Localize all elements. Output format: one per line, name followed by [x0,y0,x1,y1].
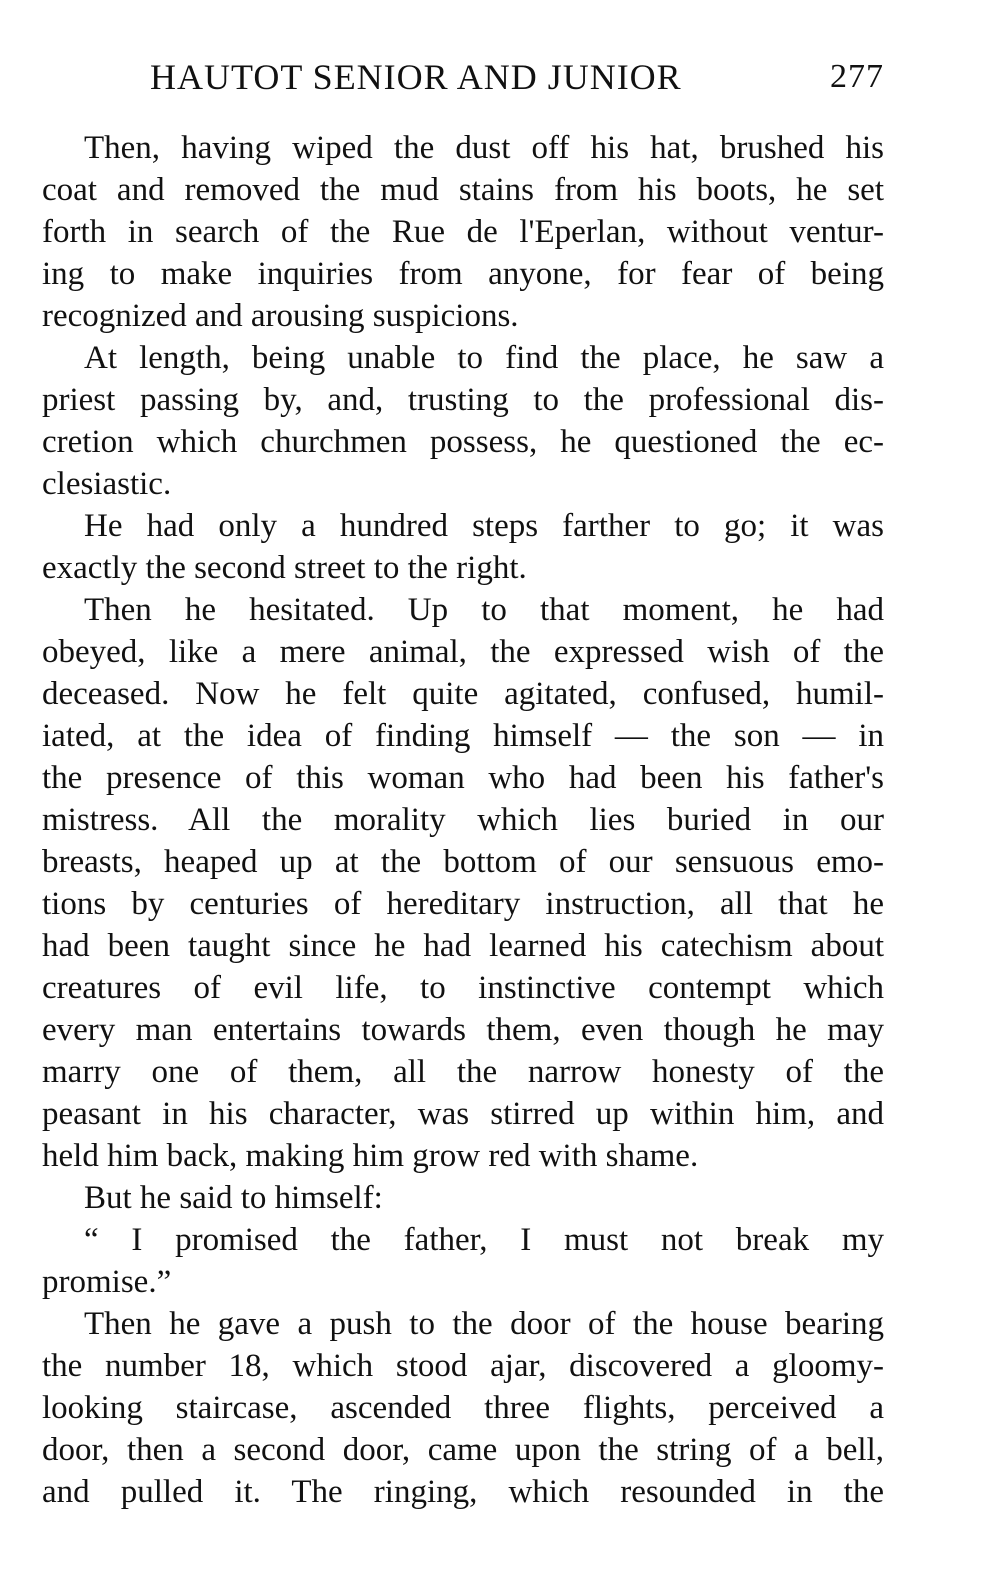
text-line: clesiastic. [42,466,172,502]
body-text [42,127,884,1513]
text-line: He had only a hundred steps farther to go; it was [84,508,884,544]
text-line: iated, at the idea of finding himself — the son — in [42,718,884,754]
text-line: ing to make inquiries from anyone, for fear of being [42,256,884,292]
text-line: priest passing by, and, trusting to the professional dis- [42,382,884,418]
text-line: and pulled it. The ringing, which resounded in the [42,1474,884,1510]
text-line: Then, having wiped the dust off his hat, brushed his [84,130,884,166]
text-line: tions by centuries of hereditary instruction, all that he [42,886,884,922]
text-line: At length, being unable to find the place, he saw a [84,340,884,376]
text-line: creatures of evil life, to instinctive contempt which [42,970,884,1006]
text-line: the presence of this woman who had been his father's [42,760,884,796]
text-line: breasts, heaped up at the bottom of our sensuous emo- [42,844,884,880]
text-line: coat and removed the mud stains from his boots, he set [42,172,884,208]
text-line: every man entertains towards them, even though he may [42,1012,884,1048]
text-line: door, then a second door, came upon the string of a bell, [42,1432,884,1468]
text-line: promise.” [42,1264,172,1300]
text-line: the number 18, which stood ajar, discovered a gloomy- [42,1348,884,1384]
text-line: peasant in his character, was stirred up within him, and [42,1096,884,1132]
text-line: recognized and arousing suspicions. [42,298,519,334]
text-line: Then he gave a push to the door of the house bearing [84,1306,884,1342]
text-line: mistress. All the morality which lies buried in our [42,802,884,838]
text-line: looking staircase, ascended three flights, perceived a [42,1390,884,1426]
text-line: “ I promised the father, I must not break my [84,1222,884,1258]
text-line: marry one of them, all the narrow honesty of the [42,1054,884,1090]
text-line: obeyed, like a mere animal, the expressed wish of the [42,634,884,670]
page-number: 277 [830,58,884,95]
text-line: had been taught since he had learned his catechism about [42,928,884,964]
text-line: exactly the second street to the right. [42,550,527,586]
text-line: Then he hesitated. Up to that moment, he had [84,592,884,628]
page-header [42,52,884,102]
text-line: cretion which churchmen possess, he questioned the ec- [42,424,884,460]
text-line: held him back, making him grow red with shame. [42,1138,699,1174]
text-line: deceased. Now he felt quite agitated, confused, humil- [42,676,884,712]
running-head: HAUTOT SENIOR AND JUNIOR [150,57,682,97]
text-line: forth in search of the Rue de l'Eperlan, without ventur- [42,214,884,250]
text-line: But he said to himself: [84,1180,383,1216]
